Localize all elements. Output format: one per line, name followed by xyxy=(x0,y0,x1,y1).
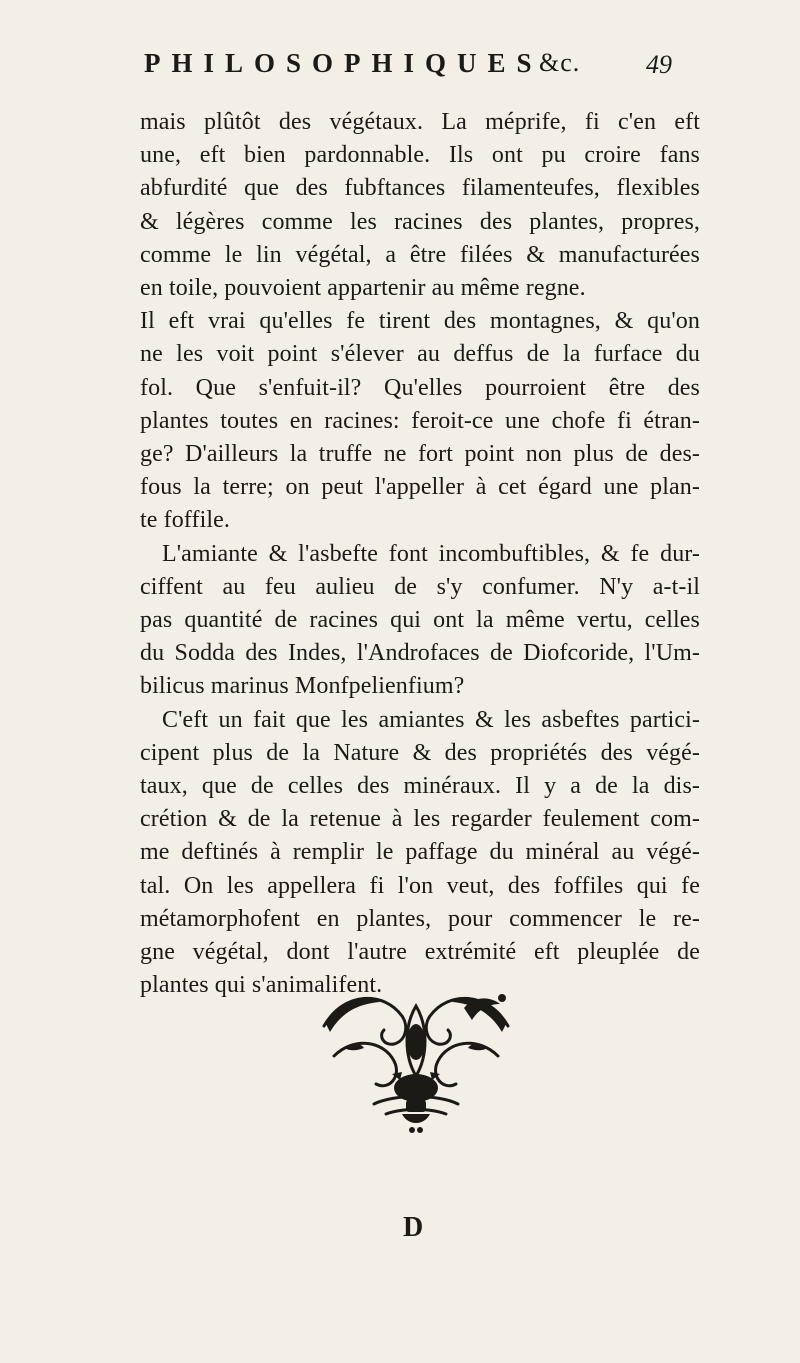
text-line: tal. On les appellera fi l'on veut, des foffiles qui fe xyxy=(140,872,700,899)
floral-cul-de-lampe-ornament xyxy=(314,986,518,1134)
text-line: ciffent au feu aulieu de s'y confumer. N'y a-t-il xyxy=(140,573,700,600)
text-line: & légères comme les racines des plantes, propres, xyxy=(140,208,700,235)
text-line: fous la terre; on peut l'appeller à cet égard une plan- xyxy=(140,474,700,501)
text-line: ne les voit point s'élever au deffus de la furface du xyxy=(140,341,700,368)
text-line: en toile, pouvoient appartenir au même regne. xyxy=(140,275,586,302)
text-line: cipent plus de la Nature & des propriétés des végé- xyxy=(140,739,700,766)
text-line: me deftinés à remplir le paffage du minéral au végé- xyxy=(140,839,700,866)
text-line: mais plûtôt des végétaux. La méprife, fi c'en eft xyxy=(140,109,700,135)
text-line: du Sodda des Indes, l'Androfaces de Diofcoride, l'Um- xyxy=(140,640,700,667)
text-line: L'amiante & l'asbefte font incombuftibles, & fe dur- xyxy=(162,540,700,567)
text-line: bilicus marinus Monfpelienfium? xyxy=(140,673,465,700)
page-number: 49 xyxy=(646,50,672,79)
text-line: ge? D'ailleurs la truffe ne fort point non plus de des- xyxy=(140,441,700,468)
text-line: plantes qui s'animalifent. xyxy=(140,972,383,999)
text-line: taux, que de celles des minéraux. Il y a de la dis- xyxy=(140,773,700,800)
text-line: crétion & de la retenue à les regarder feulement com- xyxy=(140,806,700,833)
text-line: une, eft bien pardonnable. Ils ont pu croire fans xyxy=(140,142,700,169)
running-etc: &c. xyxy=(539,48,581,77)
text-line: te foffile. xyxy=(140,507,230,534)
running-title: PHILOSOPHIQUES xyxy=(144,48,543,78)
text-line: métamorphofent en plantes, pour commencer le re- xyxy=(140,905,700,932)
text-line: gne végétal, dont l'autre extrémité eft pleuplée de xyxy=(140,939,700,966)
text-line: plantes toutes en racines: feroit-ce une chofe fi étran- xyxy=(140,407,700,434)
text-line: comme le lin végétal, a être filées & manufacturées xyxy=(140,241,700,268)
text-line: C'eft un fait que les amiantes & les asbeftes partici- xyxy=(162,706,700,733)
text-line: fol. Que s'enfuit-il? Qu'elles pourroient être des xyxy=(140,374,700,401)
signature-mark: D xyxy=(403,1212,424,1243)
running-head xyxy=(144,48,704,88)
text-line: abfurdité que des fubftances filamenteufes, flexibles xyxy=(140,175,700,202)
text-line: Il eft vrai qu'elles fe tirent des montagnes, & qu'on xyxy=(140,308,700,335)
body-text xyxy=(140,106,700,1002)
text-line: pas quantité de racines qui ont la même vertu, celles xyxy=(140,607,700,634)
